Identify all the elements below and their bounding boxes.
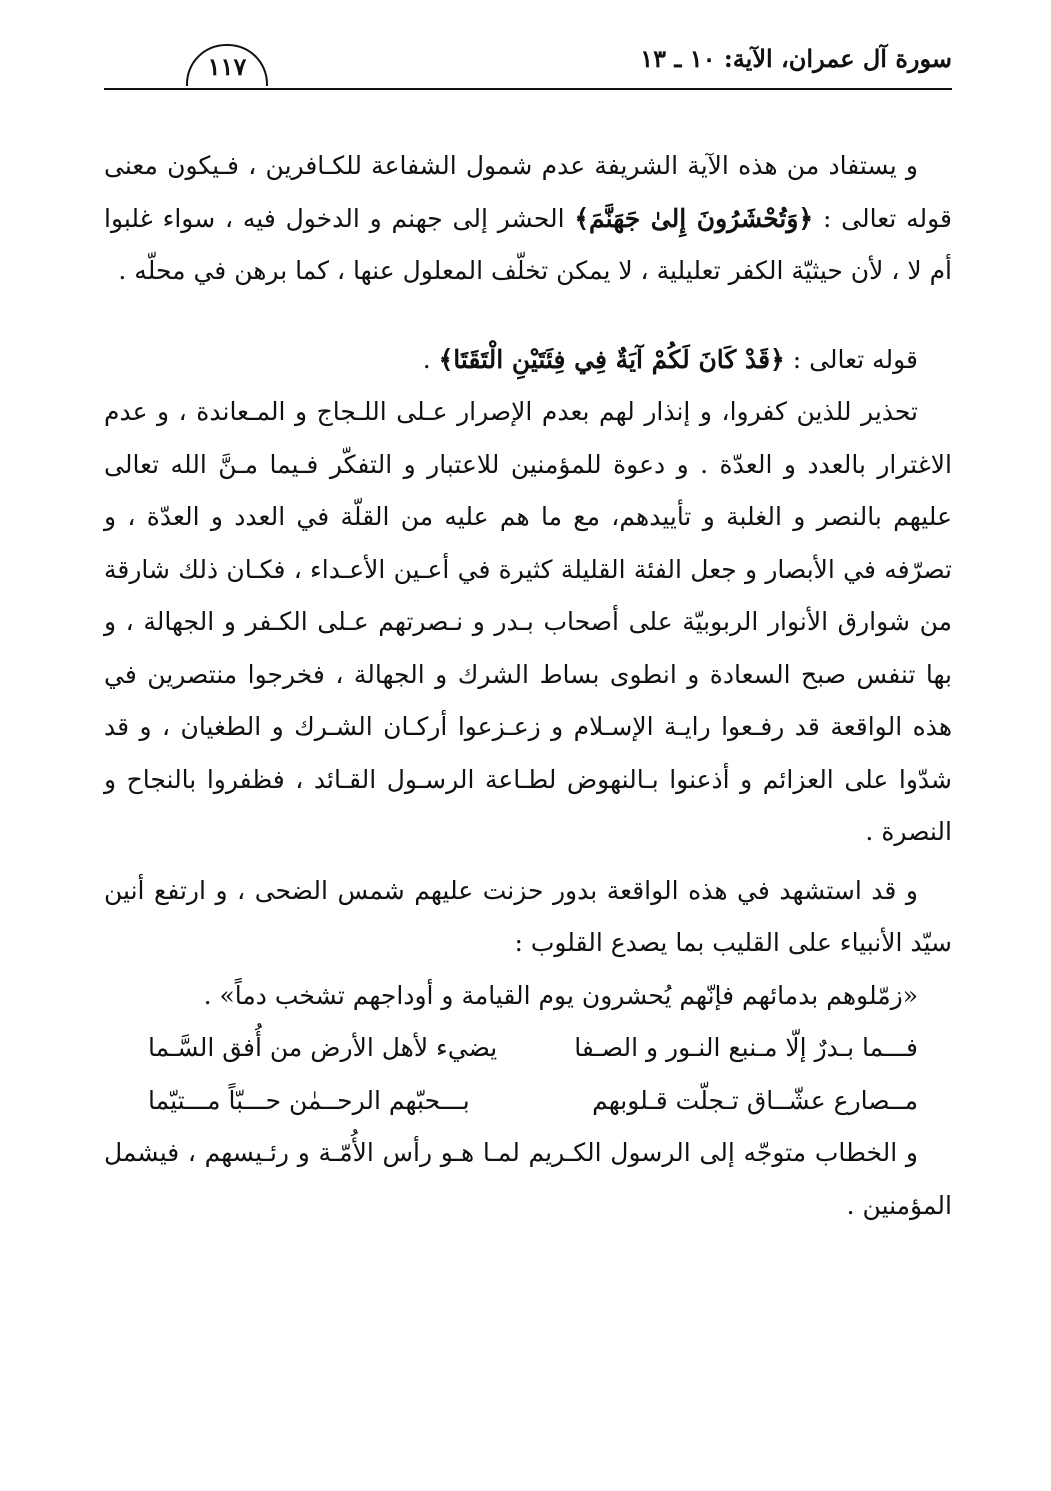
page-header — [104, 38, 952, 90]
paragraph-warning: تحذير للذين كفروا، و إنذار لهم بعدم الإصرار عـلى اللـجاج و المـعاندة ، و عدم الاغترار بالعدد و العدّة . و دعوة للمؤمنين للاعتبار و التفكّر فـيما مـنَّ الله تعالى عليهم بالنصر و الغلبة و تأييدهم، مع ما هم عليه من القلّة في العدد و العدّة ، و تصرّفه في الأبصار و جعل الفئة القليلة كثيرة في أعـين الأعـداء ، فكـان ذلك شارقة من شوارق الأنوار الربوبيّة على أصحاب بـدر و نـصرتهم عـلى الكـفر و الجهالة ، و بها تنفس صبح السعادة و انطوى بساط الشرك و الجهالة ، فخرجوا منتصرين في هذه الواقعة قد رفـعوا رايـة الإسـلام و زعـزعوا أركـان الشـرك و الطغيان ، و قد شدّوا على العزائم و أذعنوا بـالنهوض لطـاعة الرسـول القـائد ، فظفروا بالنجاح و النصرة . — [104, 397, 952, 846]
paragraph-martyrs: و قد استشهد في هذه الواقعة بدور حزنت عليهم شمس الضحى ، و ارتفع أنين سيّد الأنبياء على القليب بما يصدع القلوب : — [104, 875, 952, 957]
verse-intro: قوله تعالى : — [792, 344, 918, 374]
verse-heading — [104, 334, 952, 387]
hadith-quote: «زمّلوهم بدمائهم فإنّهم يُحشرون يوم القيامة و أوداجهم تشخب دماً» . — [203, 980, 918, 1010]
paragraph-address: و الخطاب متوجّه إلى الرسول الكـريم لمـا هـو رأس الأُمّـة و رئـيسهم ، فيشمل المؤمنين . — [104, 1138, 952, 1220]
verse-end: . — [422, 344, 431, 374]
poem-verse — [148, 1022, 918, 1075]
running-title: سورة آل عمران، الآية: ١٠ ـ ١٣ — [640, 44, 952, 73]
quran-verse: ﴿قَدْ كَانَ لَكُمْ آيَةٌ فِي فِئَتَيْنِ الْتَقَتَا﴾ — [438, 344, 785, 374]
poem-hemistich-second: يضيء لأهل الأرض من أُفق السَّـما — [148, 1033, 498, 1062]
page-number: ١١٧ — [186, 44, 268, 86]
poem-hemistich-second: بـــحبّهم الرحــمٰن حـــبّاً مـــتيّما — [148, 1085, 470, 1115]
header-rule — [104, 88, 952, 90]
paragraph-intercession — [104, 140, 952, 298]
quran-verse: ﴿وَتُحْشَرُونَ إِلىٰ جَهَنَّمَ﴾ — [574, 203, 814, 233]
poem-verse — [148, 1075, 918, 1128]
poem-hemistich-first: فـــما بـدرٌ إلّا مـنبع النـور و الصـفا — [574, 1033, 918, 1062]
paragraph-text: و يستفاد من هذه الآية الشريفة عدم شمول الشفاعة للكـافرين ، فـيكون معنى قوله تعالى : — [104, 151, 952, 233]
paragraph-text: الحشر إلى جهنم و الدخول فيه ، سواء غلبوا أم لا ، لأن حيثيّة الكفر تعليلية ، لا يمكن تخلّف المعلول عنها ، كما برهن في محلّه . — [104, 203, 952, 285]
poem — [104, 1022, 952, 1127]
poem-hemistich-first: مــصارع عشّــاق تـجلّت قـلوبهم — [592, 1085, 918, 1115]
page-body — [104, 140, 952, 1232]
